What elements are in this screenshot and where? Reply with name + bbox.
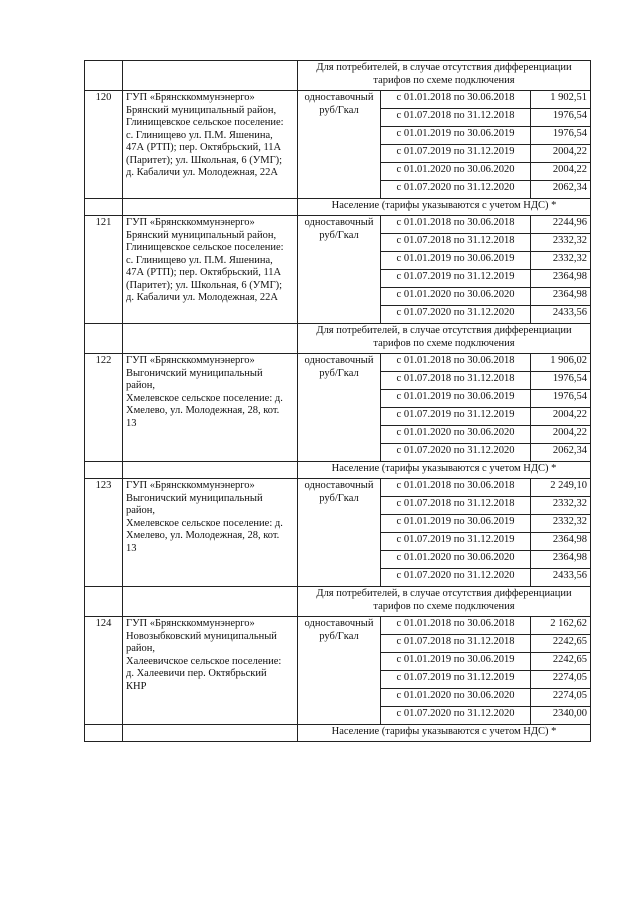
tariff-period: с 01.07.2018 по 31.12.2018 bbox=[381, 234, 531, 252]
section-header: Население (тарифы указываются с учетом НДС) * bbox=[298, 199, 591, 216]
tariff-period: с 01.01.2020 по 30.06.2020 bbox=[381, 288, 531, 306]
tariff-type: одноставочный руб/Гкал bbox=[298, 91, 381, 199]
section-header: Для потребителей, в случае отсутствия дифференциации тарифов по схеме подключения bbox=[298, 587, 591, 617]
tariff-period: с 01.01.2020 по 30.06.2020 bbox=[381, 551, 531, 569]
organization-line: район, bbox=[126, 643, 156, 654]
organization-line: ГУП «Брянсккоммунэнерго» bbox=[126, 355, 255, 366]
tariff-period: с 01.01.2019 по 30.06.2019 bbox=[381, 252, 531, 270]
tariff-period: с 01.07.2019 по 31.12.2019 bbox=[381, 533, 531, 551]
tariff-period: с 01.07.2019 по 31.12.2019 bbox=[381, 145, 531, 163]
empty-org-cell bbox=[123, 324, 298, 354]
entry-number: 123 bbox=[85, 479, 123, 587]
tariff-period: с 01.01.2019 по 30.06.2019 bbox=[381, 390, 531, 408]
tariff-period: с 01.07.2020 по 31.12.2020 bbox=[381, 306, 531, 324]
entry-number: 124 bbox=[85, 617, 123, 725]
organization-line: КНР bbox=[126, 680, 147, 692]
section-header: Для потребителей, в случае отсутствия дифференциации тарифов по схеме подключения bbox=[298, 61, 591, 91]
empty-num-cell bbox=[85, 462, 123, 479]
organization-line: 13 bbox=[126, 542, 137, 554]
entry-number: 120 bbox=[85, 91, 123, 199]
organization-line: ГУП «Брянсккоммунэнерго» bbox=[126, 480, 255, 491]
organization-description bbox=[123, 91, 298, 199]
organization-line: Выгоничский муниципальный bbox=[126, 492, 263, 504]
organization-line: 13 bbox=[126, 417, 137, 429]
tariff-value: 2364,98 bbox=[531, 551, 591, 569]
tariff-period: с 01.07.2019 по 31.12.2019 bbox=[381, 671, 531, 689]
tariff-value: 2364,98 bbox=[531, 270, 591, 288]
organization-line: Хмелевское сельское поселение: д. bbox=[126, 392, 283, 404]
organization-line: Глинищевское сельское поселение: bbox=[126, 117, 284, 128]
tariff-value: 2244,96 bbox=[531, 216, 591, 234]
organization-line: Брянский муниципальный район, bbox=[126, 104, 277, 116]
tariff-value: 2433,56 bbox=[531, 306, 591, 324]
organization-line: д. Кабаличи ул. Молодежная, 22А bbox=[126, 292, 278, 303]
tariff-period: с 01.07.2018 по 31.12.2018 bbox=[381, 372, 531, 390]
empty-num-cell bbox=[85, 725, 123, 742]
tariff-table-body bbox=[85, 61, 591, 742]
tariff-period: с 01.01.2018 по 30.06.2018 bbox=[381, 91, 531, 109]
tariff-period: с 01.01.2019 по 30.06.2019 bbox=[381, 127, 531, 145]
tariff-value: 2242,65 bbox=[531, 635, 591, 653]
tariff-period: с 01.07.2020 по 31.12.2020 bbox=[381, 569, 531, 587]
entry-number: 121 bbox=[85, 216, 123, 324]
tariff-value: 2364,98 bbox=[531, 533, 591, 551]
section-header: Для потребителей, в случае отсутствия дифференциации тарифов по схеме подключения bbox=[298, 324, 591, 354]
organization-description bbox=[123, 479, 298, 587]
tariff-document bbox=[84, 60, 590, 742]
organization-line: д. Халеевичи пер. Октябрьский bbox=[126, 668, 267, 679]
tariff-value: 1 906,02 bbox=[531, 354, 591, 372]
tariff-value: 1976,54 bbox=[531, 372, 591, 390]
tariff-value: 2332,32 bbox=[531, 252, 591, 270]
tariff-value: 2274,05 bbox=[531, 689, 591, 707]
tariff-row bbox=[85, 617, 591, 635]
tariff-value: 2 162,62 bbox=[531, 617, 591, 635]
organization-line: ГУП «Брянсккоммунэнерго» bbox=[126, 92, 255, 103]
empty-num-cell bbox=[85, 324, 123, 354]
tariff-value: 2004,22 bbox=[531, 408, 591, 426]
tariff-period: с 01.01.2018 по 30.06.2018 bbox=[381, 354, 531, 372]
section-row bbox=[85, 587, 591, 617]
tariff-period: с 01.01.2020 по 30.06.2020 bbox=[381, 426, 531, 444]
tariff-period: с 01.01.2019 по 30.06.2019 bbox=[381, 653, 531, 671]
empty-org-cell bbox=[123, 587, 298, 617]
organization-line: ГУП «Брянсккоммунэнерго» bbox=[126, 217, 255, 228]
organization-line: (Паритет); ул. Школьная, 6 (УМГ); bbox=[126, 154, 283, 166]
tariff-type: одноставочный руб/Гкал bbox=[298, 617, 381, 725]
tariff-value: 2433,56 bbox=[531, 569, 591, 587]
tariff-table bbox=[84, 60, 591, 742]
tariff-value: 2004,22 bbox=[531, 426, 591, 444]
tariff-period: с 01.01.2018 по 30.06.2018 bbox=[381, 216, 531, 234]
section-row bbox=[85, 324, 591, 354]
organization-line: (Паритет); ул. Школьная, 6 (УМГ); bbox=[126, 279, 283, 291]
tariff-value: 2332,32 bbox=[531, 234, 591, 252]
tariff-type: одноставочный руб/Гкал bbox=[298, 216, 381, 324]
header-section-row bbox=[85, 61, 591, 91]
tariff-period: с 01.07.2020 по 31.12.2020 bbox=[381, 707, 531, 725]
tariff-period: с 01.01.2020 по 30.06.2020 bbox=[381, 689, 531, 707]
tariff-period: с 01.01.2020 по 30.06.2020 bbox=[381, 163, 531, 181]
tariff-period: с 01.07.2018 по 31.12.2018 bbox=[381, 635, 531, 653]
empty-org-cell bbox=[123, 462, 298, 479]
organization-line: Хмелево, ул. Молодежная, 28, кот. bbox=[126, 530, 280, 541]
tariff-value: 1976,54 bbox=[531, 127, 591, 145]
empty-num-cell bbox=[85, 587, 123, 617]
empty-org-cell bbox=[123, 199, 298, 216]
organization-line: с. Глинищево ул. П.М. Яшенина, bbox=[126, 129, 273, 141]
tariff-value: 2332,32 bbox=[531, 515, 591, 533]
organization-line: Выгоничский муниципальный bbox=[126, 367, 263, 379]
section-row bbox=[85, 199, 591, 216]
organization-line: Глинищевское сельское поселение: bbox=[126, 242, 284, 253]
section-row bbox=[85, 462, 591, 479]
tariff-value: 2340,00 bbox=[531, 707, 591, 725]
tariff-period: с 01.01.2018 по 30.06.2018 bbox=[381, 479, 531, 497]
section-row bbox=[85, 725, 591, 742]
tariff-value: 2364,98 bbox=[531, 288, 591, 306]
organization-line: Хмелевское сельское поселение: д. bbox=[126, 517, 283, 529]
tariff-value: 1976,54 bbox=[531, 390, 591, 408]
tariff-value: 2062,34 bbox=[531, 444, 591, 462]
empty-num-cell bbox=[85, 199, 123, 216]
organization-line: с. Глинищево ул. П.М. Яшенина, bbox=[126, 254, 273, 266]
tariff-period: с 01.01.2018 по 30.06.2018 bbox=[381, 617, 531, 635]
tariff-period: с 01.07.2018 по 31.12.2018 bbox=[381, 497, 531, 515]
tariff-period: с 01.07.2019 по 31.12.2019 bbox=[381, 408, 531, 426]
organization-line: район, bbox=[126, 505, 156, 516]
tariff-value: 1976,54 bbox=[531, 109, 591, 127]
organization-line: Брянский муниципальный район, bbox=[126, 229, 277, 241]
organization-description bbox=[123, 354, 298, 462]
tariff-period: с 01.07.2019 по 31.12.2019 bbox=[381, 270, 531, 288]
tariff-value: 2 249,10 bbox=[531, 479, 591, 497]
organization-line: Новозыбковский муниципальный bbox=[126, 630, 277, 642]
organization-line: 47А (РТП); пер. Октябрьский, 11А bbox=[126, 142, 282, 153]
organization-line: 47А (РТП); пер. Октябрьский, 11А bbox=[126, 267, 282, 278]
organization-line: ГУП «Брянсккоммунэнерго» bbox=[126, 618, 255, 629]
tariff-value: 2004,22 bbox=[531, 163, 591, 181]
tariff-type: одноставочный руб/Гкал bbox=[298, 354, 381, 462]
organization-description bbox=[123, 617, 298, 725]
tariff-value: 1 902,51 bbox=[531, 91, 591, 109]
tariff-row bbox=[85, 216, 591, 234]
tariff-row bbox=[85, 479, 591, 497]
section-header: Население (тарифы указываются с учетом НДС) * bbox=[298, 725, 591, 742]
section-header: Население (тарифы указываются с учетом НДС) * bbox=[298, 462, 591, 479]
tariff-type: одноставочный руб/Гкал bbox=[298, 479, 381, 587]
organization-line: Халеевичское сельское поселение: bbox=[126, 655, 282, 667]
empty-org-cell bbox=[123, 61, 298, 91]
entry-number: 122 bbox=[85, 354, 123, 462]
organization-line: Хмелево, ул. Молодежная, 28, кот. bbox=[126, 405, 280, 416]
tariff-period: с 01.07.2018 по 31.12.2018 bbox=[381, 109, 531, 127]
organization-description bbox=[123, 216, 298, 324]
organization-line: район, bbox=[126, 380, 156, 391]
tariff-row bbox=[85, 354, 591, 372]
tariff-period: с 01.01.2019 по 30.06.2019 bbox=[381, 515, 531, 533]
tariff-period: с 01.07.2020 по 31.12.2020 bbox=[381, 181, 531, 199]
tariff-period: с 01.07.2020 по 31.12.2020 bbox=[381, 444, 531, 462]
tariff-value: 2332,32 bbox=[531, 497, 591, 515]
tariff-value: 2062,34 bbox=[531, 181, 591, 199]
empty-num-cell bbox=[85, 61, 123, 91]
empty-org-cell bbox=[123, 725, 298, 742]
tariff-value: 2004,22 bbox=[531, 145, 591, 163]
tariff-row bbox=[85, 91, 591, 109]
tariff-value: 2274,05 bbox=[531, 671, 591, 689]
tariff-value: 2242,65 bbox=[531, 653, 591, 671]
organization-line: д. Кабаличи ул. Молодежная, 22А bbox=[126, 167, 278, 178]
